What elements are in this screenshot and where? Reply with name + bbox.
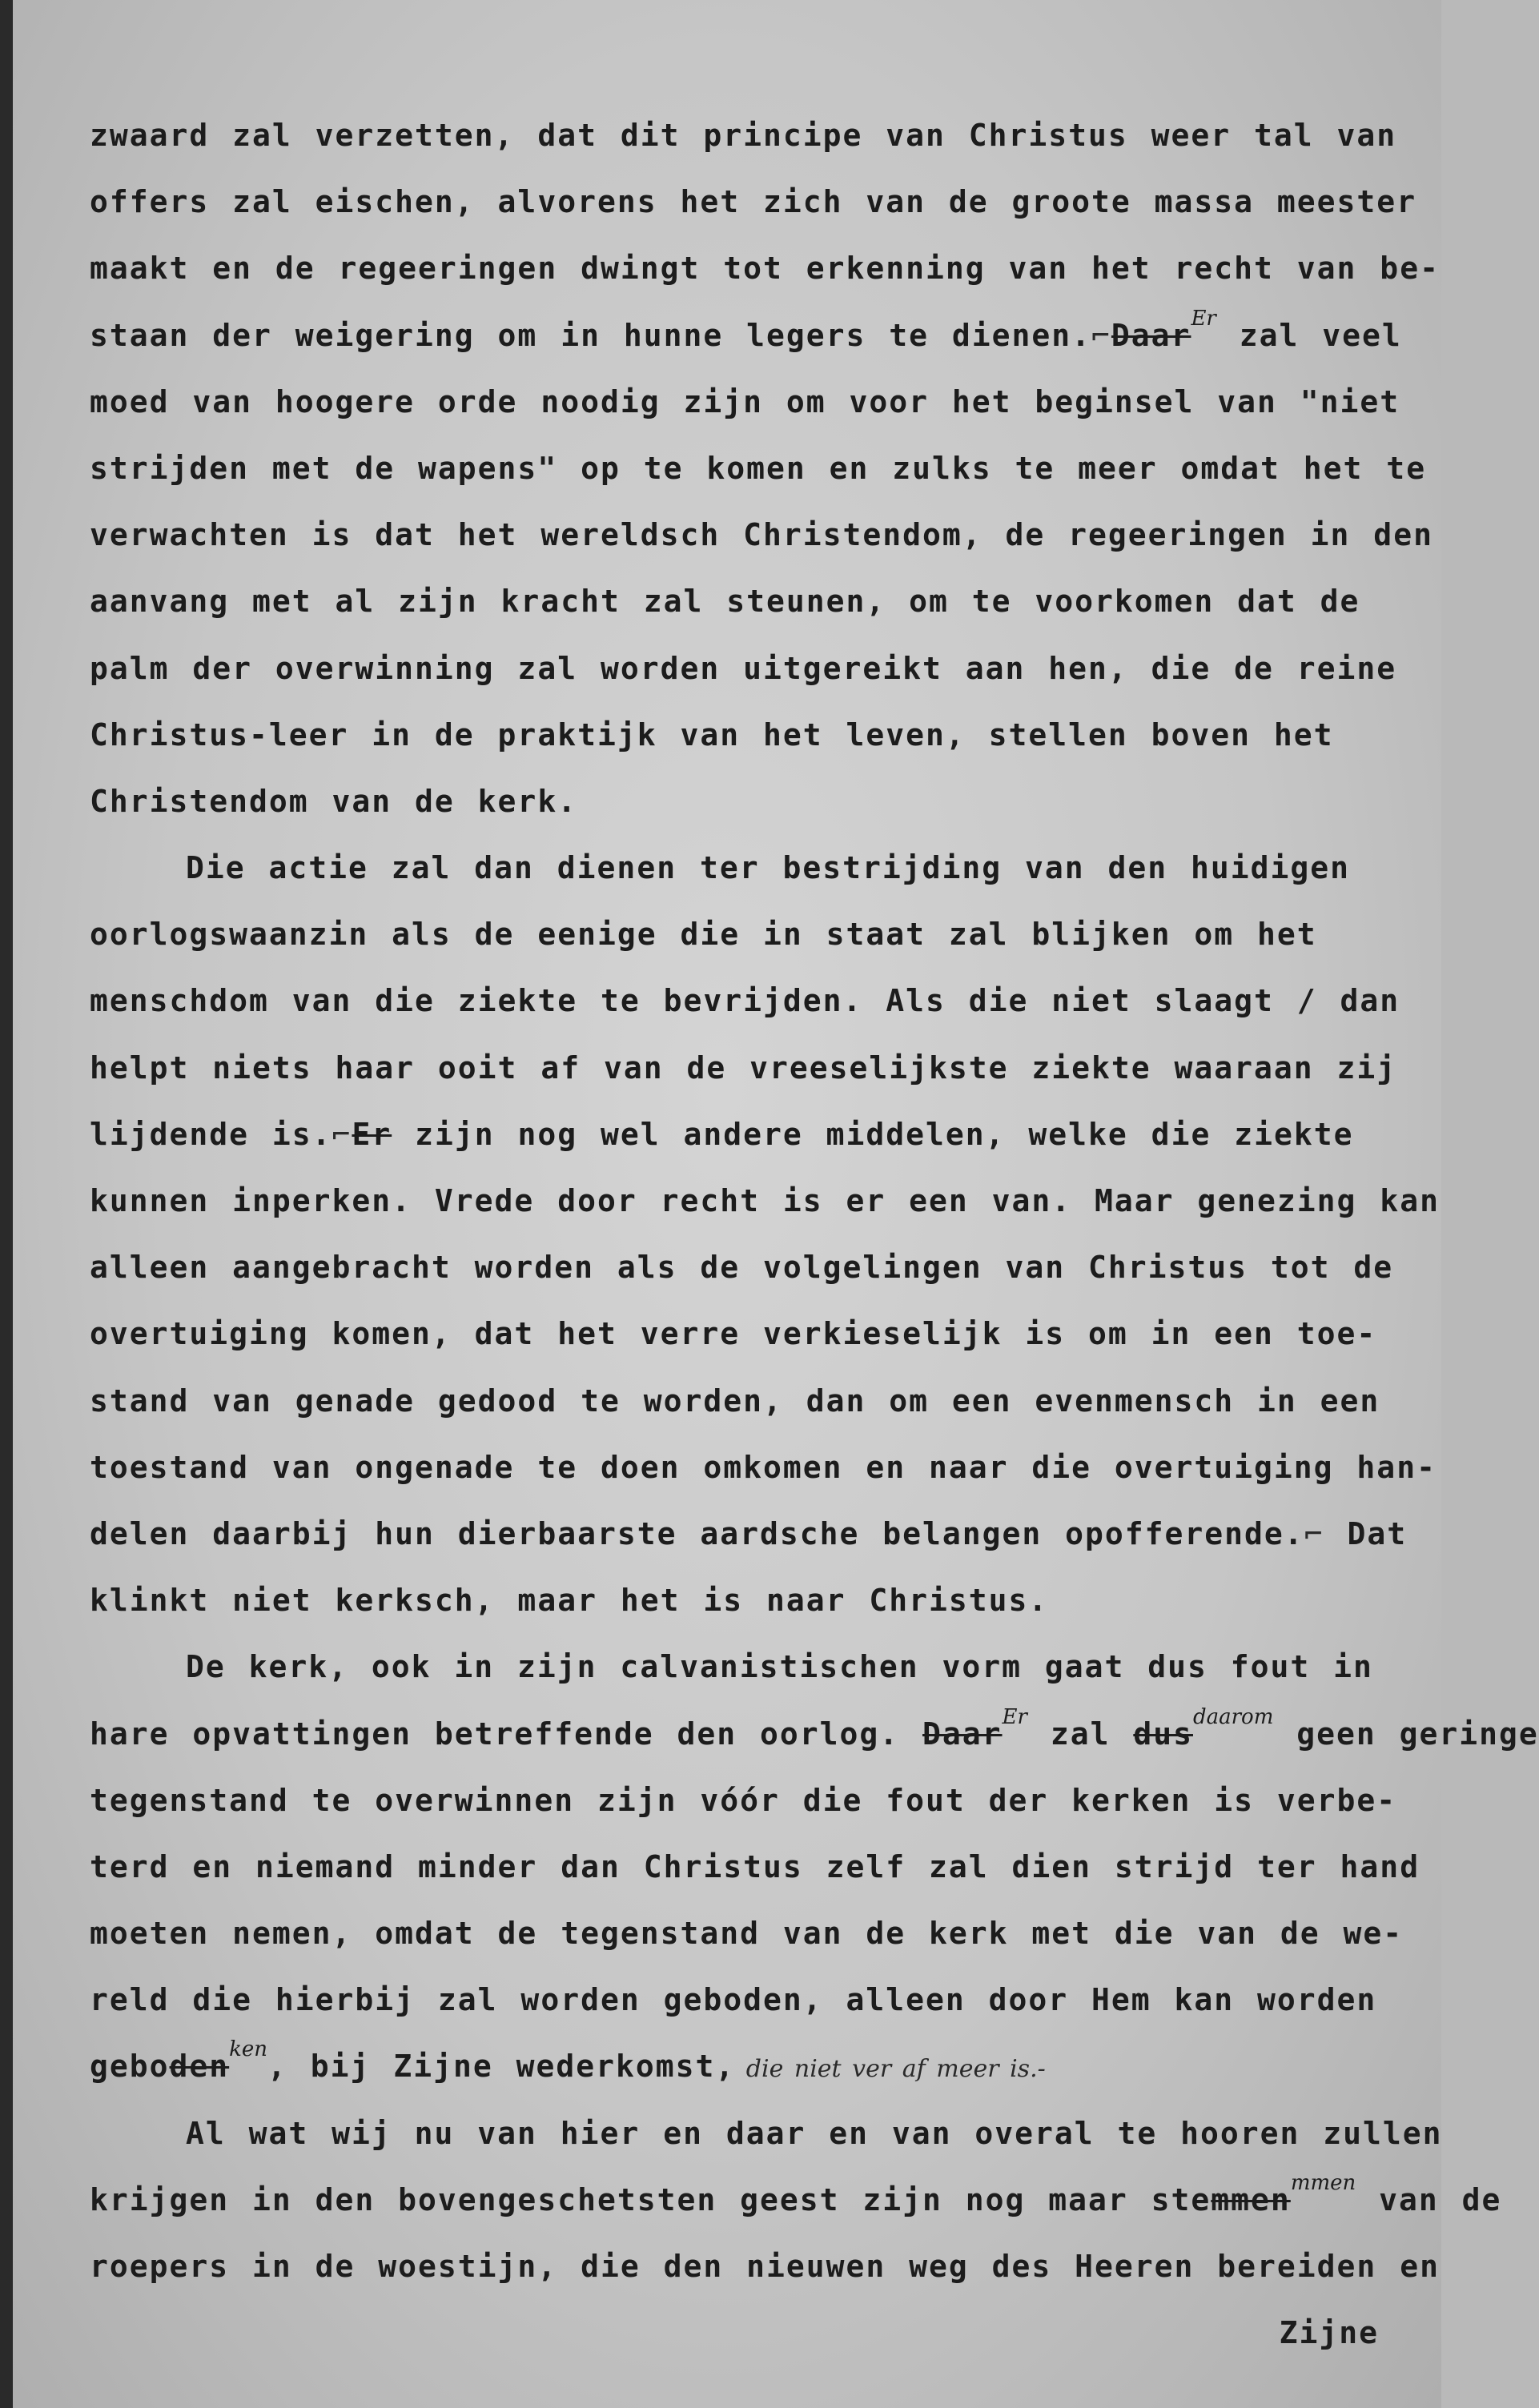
text-span: van de (1356, 2181, 1502, 2217)
text-span: zal veel (1216, 317, 1402, 353)
struck-word: mmen (1211, 2181, 1291, 2217)
text-line: offers zal eischen, alvorens het zich van de groote massa meester (90, 184, 1417, 220)
text-line: stand van genade gedood te worden, dan om een evenmensch in een (90, 1383, 1380, 1419)
insertion-bracket: ⌐ (1304, 1515, 1324, 1551)
paragraph-start-line: De kerk, ook in zijn calvanistischen vorm gaat dus fout in (186, 1649, 1373, 1685)
text-line-with-correction (90, 2033, 1387, 2100)
text-line: menschdom van die ziekte te bevrijden. Als die niet slaagt / dan (90, 983, 1400, 1019)
handwritten-correction: mmen (1290, 2170, 1356, 2195)
struck-word: Daar (922, 1716, 1003, 1752)
text-line-with-correction (90, 303, 1402, 369)
text-line: palm der overwinning zal worden uitgereikt aan hen, die de reine (90, 650, 1397, 686)
struck-word: Er (352, 1116, 392, 1152)
text-span: staan der weigering om in hunne legers te dienen. (90, 317, 1092, 353)
scan-edge (0, 0, 13, 2408)
text-line-with-bracket (90, 1501, 1408, 1567)
text-span: delen daarbij hun dierbaarste aardsche belangen opofferende. (90, 1515, 1304, 1551)
text-span: gebo (90, 2049, 170, 2085)
insertion-bracket: ⌐ (1091, 317, 1111, 353)
text-line: helpt niets haar ooit af van de vreeselijkste ziekte waaraan zij (90, 1049, 1397, 1086)
catchword: Zijne (1279, 2315, 1379, 2351)
handwritten-addition: die niet ver af meer is.- (735, 2055, 1046, 2084)
handwritten-correction: daarom (1192, 1704, 1274, 1729)
text-line-with-correction (90, 1701, 1539, 1768)
text-line: alleen aangebracht worden als de volgelingen van Christus tot de (90, 1250, 1394, 1286)
text-span: geen geringe (1273, 1716, 1539, 1752)
paragraph-start-line: Die actie zal dan dienen ter bestrijding van den huidigen (186, 850, 1351, 886)
text-span: , bij Zijne wederkomst, (267, 2049, 736, 2085)
text-line-with-correction (90, 2167, 1502, 2233)
struck-word: dus (1133, 1716, 1193, 1752)
text-span: hare opvattingen betreffende den oorlog. (90, 1716, 922, 1752)
text-line: Christus-leer in de praktijk van het leven, stellen boven het (90, 716, 1334, 752)
text-span: zijn nog wel andere middelen, welke die ziekte (392, 1116, 1354, 1152)
text-span: krijgen in den bovengeschetsten geest zijn nog maar ste (90, 2181, 1212, 2217)
struck-word: den (169, 2049, 230, 2085)
text-span: zal (1027, 1716, 1134, 1752)
text-line-with-correction (90, 1102, 1387, 1168)
insertion-bracket: ⌐ (332, 1116, 352, 1152)
text-line: zwaard zal verzetten, dat dit principe van Christus weer tal van (90, 118, 1397, 153)
text-line: aanvang met al zijn kracht zal steunen, om te voorkomen dat de (90, 584, 1360, 620)
text-line: kunnen inperken. Vrede door recht is er een van. Maar genezing kan (90, 1183, 1440, 1218)
text-line: toestand van ongenade te doen omkomen en naar die overtuiging han- (90, 1449, 1437, 1485)
text-span: lijdende is. (90, 1116, 332, 1152)
handwritten-correction: Er (1002, 1704, 1027, 1729)
text-line: maakt en de regeeringen dwingt tot erkenning van het recht van be- (90, 251, 1440, 287)
handwritten-correction: Er (1191, 306, 1216, 331)
text-line: Christendom van de kerk. (90, 783, 578, 819)
text-line: reld die hierbij zal worden geboden, alleen door Hem kan worden (90, 1982, 1377, 2018)
paragraph-start-line: Al wat wij nu van hier en daar en van overal te hooren zullen (186, 2115, 1443, 2151)
text-line: strijden met de wapens" op te komen en zulks te meer omdat het te (90, 450, 1427, 486)
text-line: moed van hoogere orde noodig zijn om voor het beginsel van "niet (90, 383, 1400, 419)
struck-word: Daar (1111, 317, 1191, 353)
typed-text-block (90, 102, 1539, 2366)
text-line: roepers in de woestijn, die den nieuwen weg des Heeren bereiden en (90, 2249, 1440, 2284)
text-line: klinkt niet kerksch, maar het is naar Christus. (90, 1583, 1049, 1619)
handwritten-correction: ken (229, 2037, 268, 2062)
text-line: verwachten is dat het wereldsch Christendom, de regeeringen in den (90, 517, 1433, 553)
text-line: terd en niemand minder dan Christus zelf zal dien strijd ter hand (90, 1848, 1420, 1884)
text-line: overtuiging komen, dat het verre verkieselijk is om in een toe- (90, 1316, 1377, 1352)
text-line: tegenstand te overwinnen zijn vóór die fout der kerken is verbe- (90, 1782, 1397, 1818)
text-line: oorlogswaanzin als de eenige die in staat zal blijken om het (90, 917, 1317, 953)
text-line: moeten nemen, omdat de tegenstand van de kerk met die van de we- (90, 1916, 1404, 1952)
text-span: Dat (1324, 1515, 1408, 1551)
